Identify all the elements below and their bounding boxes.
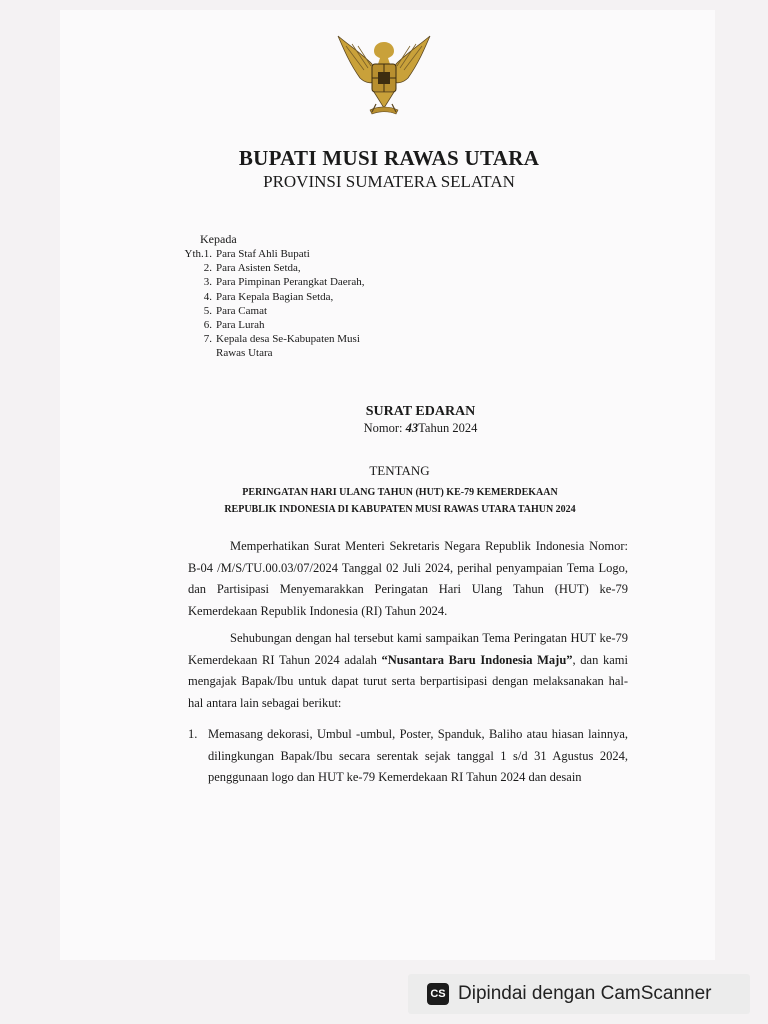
recipient-item — [176, 318, 386, 332]
recipient-text: Para Pimpinan Perangkat Daerah, — [216, 276, 365, 289]
recipient-number: 7. — [203, 333, 212, 346]
letter-number-suffix: Tahun 2024 — [418, 421, 478, 435]
recipient-item — [176, 261, 386, 275]
action-list-item — [188, 724, 628, 789]
subject-line-1: PERINGATAN HARI ULANG TAHUN (HUT) KE-79 KEMERDEKAAN — [242, 487, 558, 498]
recipient-number: 2. — [203, 262, 212, 275]
recipient-heading: Kepada — [200, 232, 237, 246]
recipient-item — [176, 304, 386, 318]
recipient-item — [176, 290, 386, 304]
camscanner-logo-icon: CS — [427, 983, 449, 1005]
recipient-list — [176, 247, 386, 361]
issuer-title: BUPATI MUSI RAWAS UTARA — [238, 146, 540, 170]
garuda-emblem-icon — [334, 24, 434, 124]
recipient-text: Para Kepala Bagian Setda, — [216, 290, 334, 303]
body-paragraph-1: Memperhatikan Surat Menteri Sekretaris Negara Republik Indonesia Nomor: B-04 /M/S/TU.00.03/07/2024 Tanggal 02 Juli 2024, perihal penyampaian Tema Logo, dan Partisipasi Menyemarakkan Peringatan Hari Ulang Tahun (HUT) ke-79 Kemerdekaan Republik Indonesia (RI) Tahun 2024. — [188, 539, 628, 618]
recipient-text: Para Lurah — [216, 319, 265, 332]
recipient-number: Yth.1. — [184, 248, 212, 260]
recipient-text: Para Camat — [216, 304, 268, 317]
subject-line-2: REPUBLIK INDONESIA DI KABUPATEN MUSI RAWAS UTARA TAHUN 2024 — [224, 504, 576, 515]
paragraph-2-text-end: , dan kami mengajak Bapak/Ibu untuk dapat turut serta berpartisipasi dengan melaksanakan hal-hal antara lain sebagai berikut: — [188, 652, 628, 710]
letter-type: SURAT EDARAN — [365, 404, 476, 419]
about-label: TENTANG — [369, 463, 430, 478]
letter-number — [0, 421, 768, 436]
letter-subject — [190, 484, 610, 518]
recipient-item — [176, 275, 386, 289]
list-number: 1. — [188, 727, 198, 741]
recipient-text: Kepala desa Se-Kabupaten Musi Rawas Utara — [216, 333, 360, 360]
body-paragraph-2 — [188, 628, 628, 714]
issuer-province: PROVINSI SUMATERA SELATAN — [263, 172, 515, 191]
recipient-number: 5. — [203, 304, 212, 317]
recipient-number: 3. — [203, 276, 212, 289]
list-text: Memasang dekorasi, Umbul -umbul, Poster, Spanduk, Baliho atau hiasan lainnya, dilingkungan Bapak/Ibu secara serentak sejak tanggal 1 s/d 31 Agustus 2024, penggunaan logo dan HUT ke-79 Kemerdekaan RI Tahun 2024 dan desain — [208, 727, 628, 784]
letter-number-value: 43 — [405, 421, 419, 435]
recipient-number: 6. — [203, 319, 212, 332]
recipient-item — [176, 332, 386, 360]
recipient-text: Para Staf Ahli Bupati — [216, 248, 310, 260]
theme-name: “Nusantara Baru Indonesia Maju” — [381, 652, 573, 667]
recipient-item — [176, 247, 386, 261]
paragraph-2-text: Sehubungan dengan hal tersebut kami sampaikan Tema Peringatan HUT ke-79 Kemerdekaan RI Tahun 2024 adalah — [188, 631, 628, 667]
recipient-number: 4. — [203, 290, 212, 303]
camscanner-watermark — [408, 974, 750, 1014]
recipient-text: Para Asisten Setda, — [216, 262, 301, 275]
watermark-text: Dipindai dengan CamScanner — [458, 983, 712, 1004]
letter-number-prefix: Nomor: — [363, 421, 403, 435]
